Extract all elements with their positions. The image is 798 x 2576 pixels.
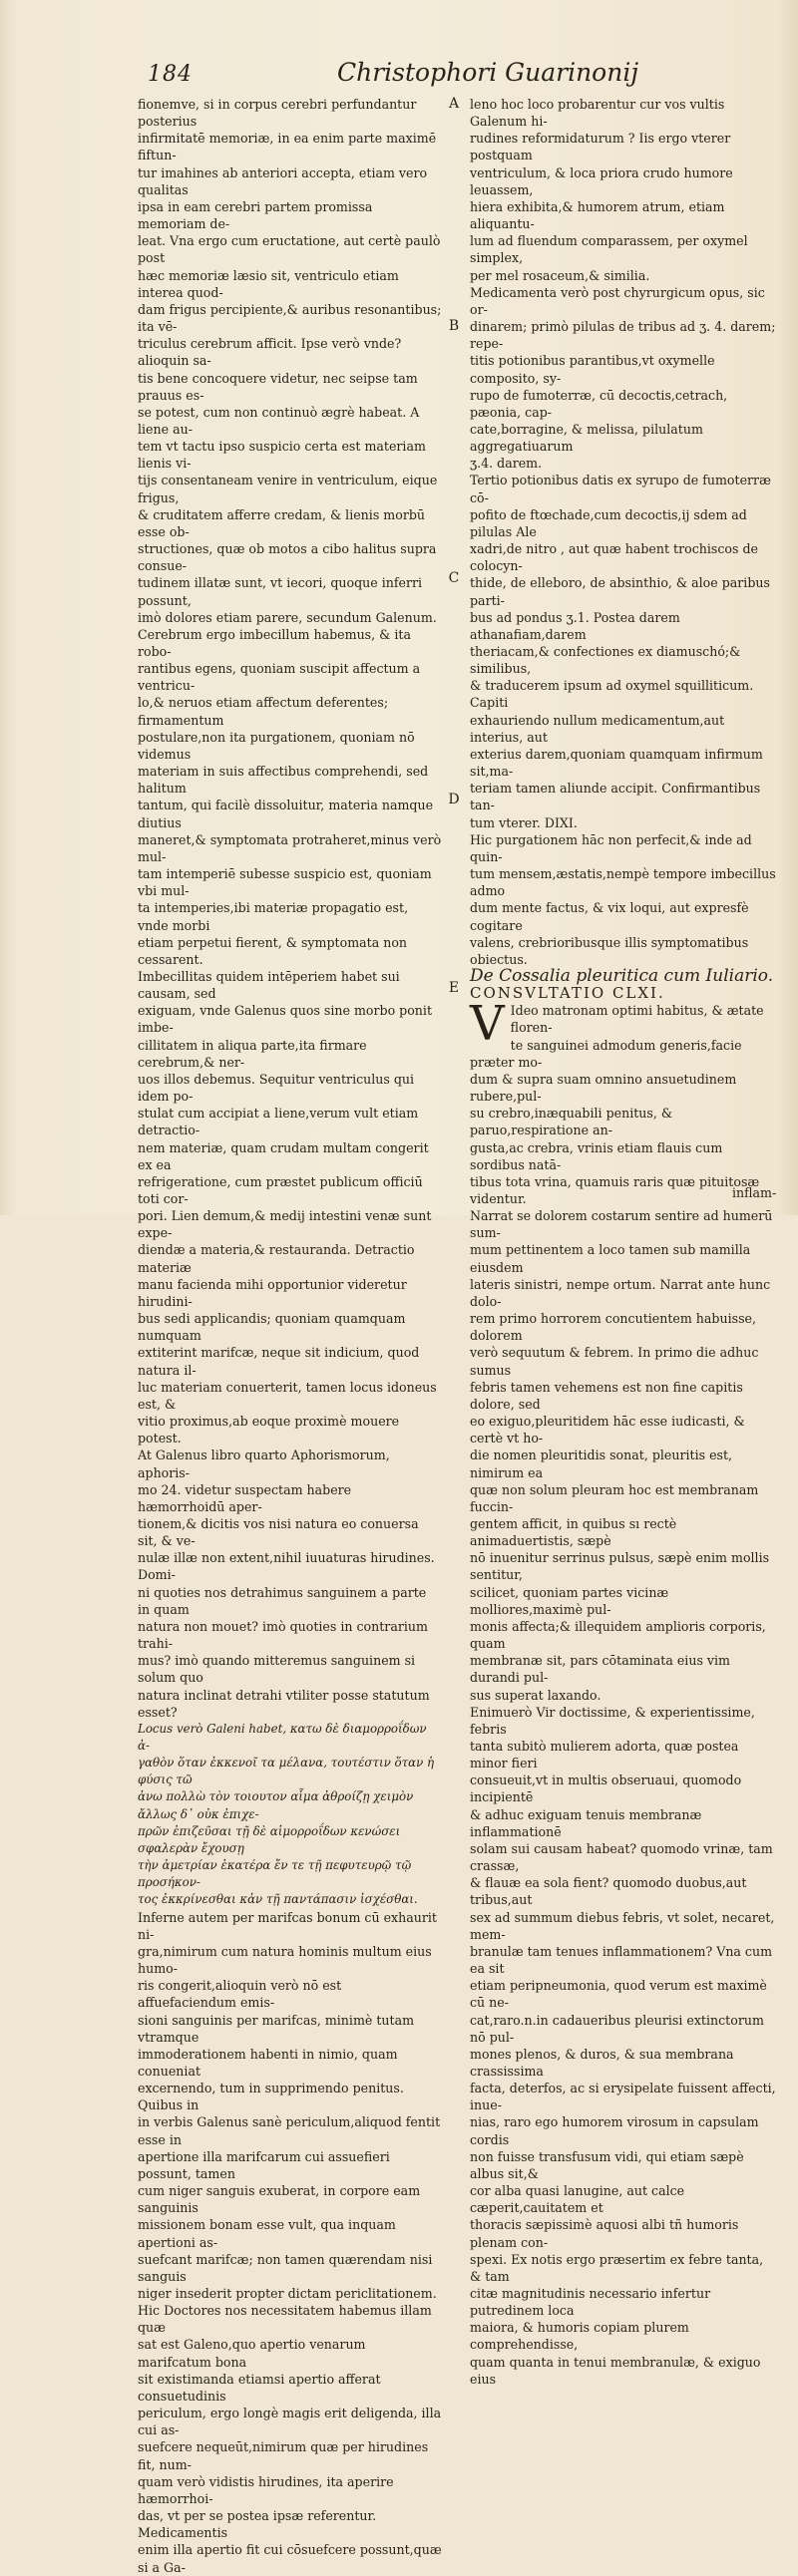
- page-number: 184: [148, 62, 193, 87]
- paragraph: Medicamenta verò post chyrurgicum opus, sic or- dinarem; primò pilulas de tribus ad ʒ. 4. darem; repe- titis potionibus parantibus,vt oxymelle composito, sy- rupo de fumoterræ, cū decoctis,cetrach, pæonia, cap- cate,borragine, & melissa, pilulatum aggregatiuarum ʒ.4. darem.: [470, 284, 776, 472]
- margin-letter-e: E: [448, 980, 460, 996]
- greek-quotation: Locus verò Galeni habet, κατω δὲ διαμορροΐδων ἀ- γαθὸν ὅταν ἐκκενοῖ τα μέλανα, τουτέστιν ὅταν ἡ φύσις τῶ ἀνω πολλὼ τὸν τοιουτον αἷμα ἀθροίζῃ χειμὸν ἄλλως δ᾿ οὐκ ἐπιχε- πρῶν ἐπιζεῦσαι τῇ δὲ αἱμορροΐδων κενώσει σφαλερὰν ἔχουσῃ τὴν ἀμετρίαν ἑκατέρα ἔν τε τῇ πεφυτευρῷ τῷ προσήκον- τος ἐκκρίνεσθαι κἀν τῇ παντάπασιν ἰσχέσθαι.: [138, 1721, 435, 1907]
- paragraph: Hic purgationem hāc non perfecit,& inde ad quin- tum mensem,æstatis,nempè tempore imbecillus admo dum mente factus, & vix loqui, aut expresfè cogitare valens, crebrioribusque illis symptomatibus obiectus.: [470, 831, 776, 967]
- left-column: [138, 96, 442, 2576]
- margin-letter-d: D: [448, 792, 460, 807]
- section-title: De Cossalia pleuritica cum Iuliario.: [470, 965, 774, 986]
- paragraph: Ideo matronam optimi habitus, & ætate floren- te sanguinei admodum generis,facie præter mo- dum & supra suam omnino ansuetudinem rubere,pul- su crebro,inæquabili penitus, & paruo,respiratione an- gusta,ac crebra, vrinis etiam flauis cum sordibus natā- tibus tota vrina, quamuis raris quæ pituitosæ videntur. Narrat se dolorem costarum sentire ad humerū sum- mum pettinentem a loco tamen sub mamilla eiusdem lateris sinistri, nempe ortum. Narrat ante hunc dolo- rem primo horrorem concutientem habuisse, dolorem verò sequutum & febrem. In primo die adhuc sumus febris tamen vehemens est non fine capitis dolore, sed eo exiguo,pleuritidem hāc esse iudicasti, & certè vt ho- die nomen pleuritidis sonat, pleuritis est, nimirum ea quæ non solum pleuram hoc est membranam fuccin- gentem afficit, in quibus sı rectè animaduertistis, sæpè nō inuenitur serrinus pulsus, sæpè enim mollis sentitur, scilicet, quoniam partes vicinæ molliores,maximè pul- monis affecta;& illequidem amplioris corporis, quam membranæ sit, pars cōtaminata eius vim durandi pul- sus superat laxando.: [470, 1003, 773, 1703]
- right-column: [470, 96, 776, 2388]
- consultation-heading: CONSVLTATIO CLXI.: [470, 984, 665, 1003]
- page-header: [148, 58, 746, 94]
- paragraph: leno hoc loco probarentur cur vos vultis Galenum hi- rudines reformidaturum ? Iis ergo vterer postquam ventriculum, & loca priora crudo humore leuassem, hiera exhibita,& humorem atrum, etiam aliquantu- lum ad fluendum comparassem, per oxymel simplex, per mel rosaceum,& similia.: [470, 97, 748, 283]
- paragraph: Tertio potionibus datis ex syrupo de fumoterræ cō- pofito de ftœchade,cum decoctis,ij sdem ad pilulas Ale xadri,de nitro , aut quæ habent trochiscos de colocyn- thide, de elleboro, de absinthio, & aloe paribus parti- bus ad pondus ʒ.1. Postea darem athanafiam,darem theriacam,& confectiones ex diamuschó;& similibus, & traducerem ipsum ad oxymel squilliticum. Capiti exhauriendo nullum medicamentum,aut interius, aut exterius darem,quoniam quamquam infirmum sit,ma- teriam tamen aliunde accipit. Confirmantibus tan- tum vterer. DIXI.: [470, 473, 771, 830]
- paragraph: Enimuerò Vir doctissime, & experientissime, febris tanta subitò mulierem adorta, quæ postea minor fieri consueuit,vt in multis obseruaui, quomodo incipientē & adhuc exiguam tenuis membranæ inflammationē solam sui causam habeat? quomodo vrinæ, tam crassæ, & flauæ ea sola fient? quomodo duobus,aut tribus,aut sex ad summum diebus febris, vt solet, necaret, mem- branulæ tam tenues inflammationem? Vna cum ea sit etiam peripneumonia, quod verum est maximè cū ne- cat,raro.n.in cadaueribus pleurisi extinctorum nō pul- mones plenos, & duros, & sua membrana crassissima facta, deterfos, ac si erysipelate fuissent affecti, inue- nias, raro ego humorem virosum in capsulam cordis non fuisse transfusum vidi, qui etiam sæpè albus sit,& cor alba quasi lanugine, aut calce cæperit,cauitatem et thoracis sæpissimè aquosi albi tñ humoris plenam con- spexi. Ex notis ergo præsertim ex febre tanta, & tam citæ magnitudinis necessario infertur putredinem loca maiora, & humoris copiam plurem comprehendisse, quam quanta in tenui membranulæ, & exiguo eius: [470, 1704, 776, 2387]
- paragraph: Hic Doctores nos necessitatem habemus illam quæ sat est Galeno,quo apertio venarum marifcatum bona sit existimanda etiamsi apertio afferat consuetudinis periculum, ergo longè magis erit deligenda, illa cui as- suefcere nequeūt,nimirum quæ per hirudines fit, num- quam verò vidistis hirudines, ita aperire hæmorrhoi- das, vt per se postea ipsæ referentur. Medicamentis enim illa apertio fit cui cōsuefcere possunt,quæ si a Ga-: [138, 2303, 442, 2575]
- paragraph: fionemve, si in corpus cerebri perfundantur posterius infirmitatē memoriæ, in ea enim parte maximē fiftun- tur imahines ab anteriori accepta, etiam vero qualitas ipsa in eam cerebri partem promissa memoriam de- leat. Vna ergo cum eructatione, aut certè paulò post hæc memoriæ læsio sit, ventriculo etiam interea quod- dam frigus percipiente,& auribus resonantibus; ita vē- triculus cerebrum afficit. Ipse verò vnde? alioquin sa- tis bene concoquere videtur, nec seipse tam prauus es- se potest, cum non continuò ægrè habeat. A liene au- tem vt tactu ipso suspicio certa est materiam lienis vi- tijs consentaneam venire in ventriculum, eique frigus, & cruditatem afferre credam, & lienis morbū esse ob- structiones, quæ ob motos a cibo halitus supra consue- tudinem illatæ sunt, vt iecori, quoque inferri possunt, imò dolores etiam parere, secundum Galenum.: [138, 97, 442, 625]
- catchword: inflam-: [732, 1185, 777, 1200]
- paragraph: Cerebrum ergo imbecillum habemus, & ita robo- rantibus egens, quoniam suscipit affectum a ventricu- lo,& neruos etiam affectum deferentes; firmamentum postulare,non ita purgationem, quoniam nō videmus materiam in suis affectibus comprehendi, sed halitum tantum, qui facilè dissoluitur, materia namque diutius maneret,& symptomata protraheret,minus verò mul- tam intemperiē subesse suspicio est, quoniam vbi mul- ta intemperies,ibi materiæ propagatio est, vnde morbi etiam perpetui fierent, & symptomata non cessarent. Imbecillitas quidem intēperiem habet sui causam, sed exiguam, vnde Galenus quos sine morbo ponit imbe- cillitatem in aliqua parte,ita firmare cerebrum,& ner- uos illos debemus. Sequitur ventriculus qui idem po- stulat cum accipiat a liene,verum vult etiam detractio- nem materiæ, quam crudam multam congerit ex ea refrigeratione, cum præstet publicum officiū toti cor- pori. Lien demum,& medij intestini venæ sunt expe- diendæ a materia,& restauranda. Detractio materiæ manu facienda mihi opportunior videretur hirudini- bus sedi applicandis; quoniam quamquam numquam extiterint marifcæ, neque sit indicium, quod natura il- luc materiam conuerterit, tamen locus idoneus est, & vitio proximus,ab eoque proximè mouere potest.: [138, 626, 442, 1447]
- paragraph: At Galenus libro quarto Aphorismorum, aphoris- mo 24. videtur suspectam habere hæmorrhoidū aper- tionem,& dicitis vos nisi natura eo conuersa sit, & ve- nulæ illæ non extent,nihil iuuaturas hirudines. Domi- ni quoties nos detrahimus sanguinem a parte in quam natura non mouet? imò quoties in contrarium trahi- mus? imò quando mitteremus sanguinem si solum quo natura inclinat detrahi vtiliter posse statutum esset?: [138, 1448, 435, 1720]
- running-head: Christophori Guarinonij: [337, 58, 639, 87]
- margin-letter-c: C: [448, 570, 460, 586]
- consultation-body: [470, 996, 776, 1703]
- drop-cap: V: [470, 996, 505, 1053]
- margin-letter-b: B: [448, 318, 460, 334]
- paragraph: Inferne autem per marifcas bonum cū exhaurit ni- gra,nimirum cum natura hominis multum eius humo- ris congerit,alioquin verò nō est affuefaciendum emis- sioni sanguinis per marifcas, minimè tutam vtramque immoderationem habenti in nimio, quam conueniat excernendo, tum in supprimendo penitus. Quibus in in verbis Galenus sanè periculum,aliquod fentit esse in apertione illa marifcarum cui assuefieri possunt, tamen cum niger sanguis exuberat, in corpore eam sanguinis missionem bonam esse vult, qua inquam apertioni as- suefcant marifcæ; non tamen quærendam nisi sanguis niger insederit propter dictam periclitationem.: [138, 1909, 441, 2301]
- margin-letter-a: A: [448, 96, 460, 112]
